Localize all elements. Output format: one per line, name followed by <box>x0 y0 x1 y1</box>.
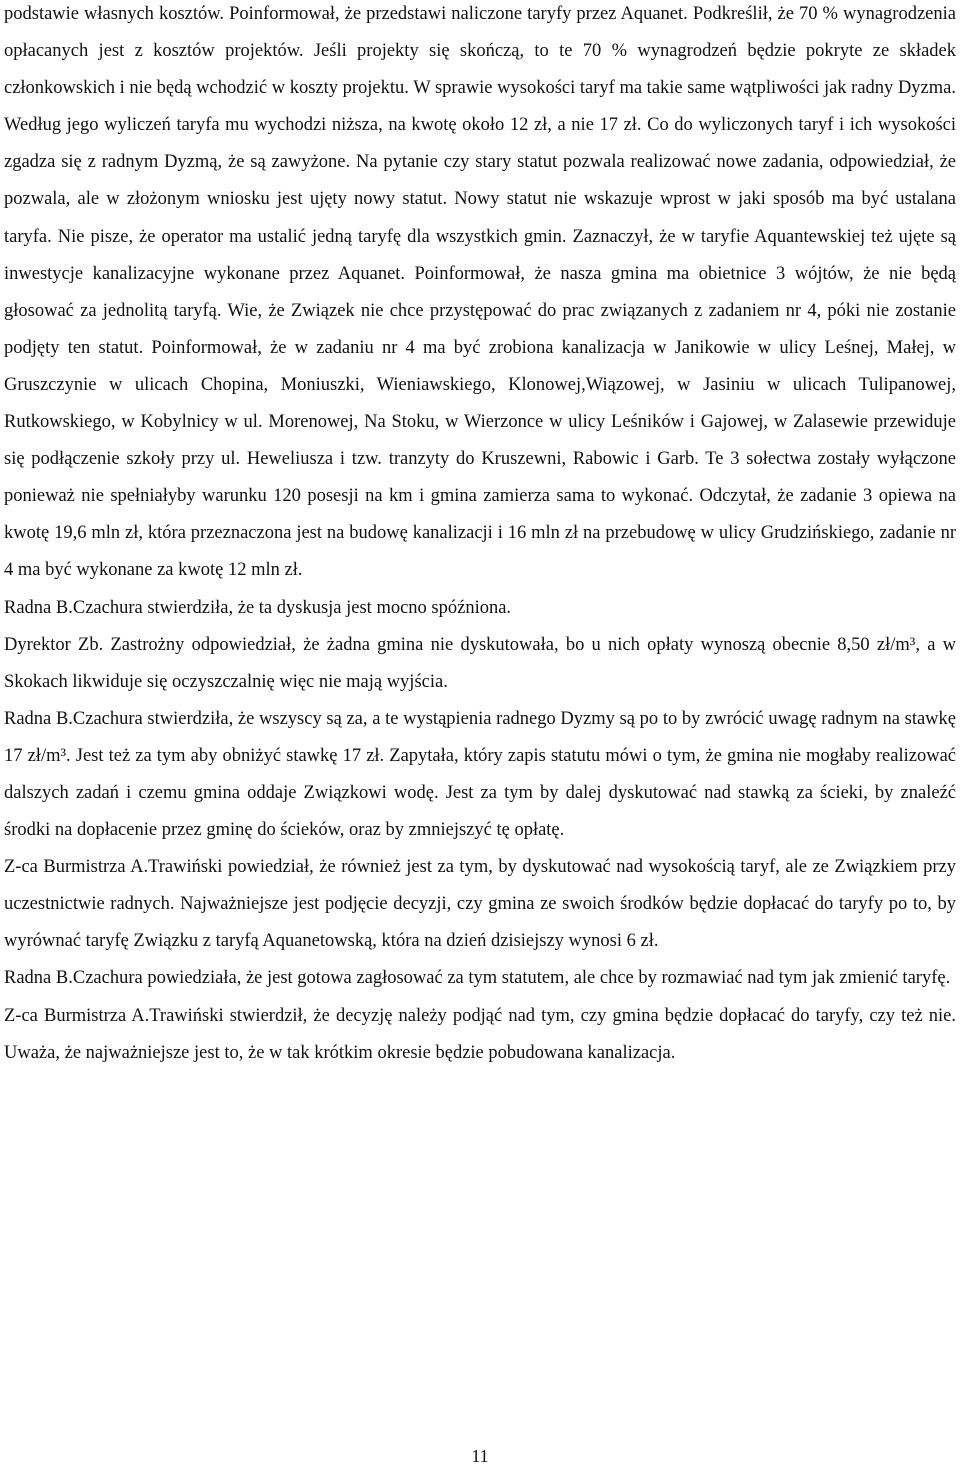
paragraph-zastrozny-answer: Dyrektor Zb. Zastrożny odpowiedział, że żadna gmina nie dyskutowała, bo u nich opłaty wynoszą obecnie 8,50 zł/m³, a w Skokach likwiduje się oczyszczalnię więc nie mają wyjścia. <box>4 634 956 692</box>
paragraph-trawinski-rates: Z-ca Burmistrza A.Trawiński powiedział, że również jest za tym, by dyskutować nad wysokością taryf, ale ze Związkiem przy uczestnictwie radnych. Najważniejsze jest podjęcie decyzji, czy gmina ze swoich środków będzie dopłacać do taryfy po to, by wyrównać taryfę Związku z taryfą Aquanetowską, która na dzień dzisiejszy wynosi 6 zł. <box>4 857 956 952</box>
paragraph-czachura-rate: Radna B.Czachura stwierdziła, że wszyscy są za, a te wystąpienia radnego Dyzmy są po to by zwrócić uwagę radnym na stawkę 17 zł/m³. Jest też za tym aby obniżyć stawkę 17 zł. Zapytała, który zapis statutu mówi o tym, że gmina nie mogłaby realizować dalszych zadań i czemu gmina oddaje Związkowi wodę. Jest za tym by dalej dyskutować nad stawką za ścieki, by znaleźć środki na dopłacenie przez gminę do ścieków, oraz by zmniejszyć tę opłatę. <box>4 708 956 841</box>
paragraph-czachura-late-discussion: Radna B.Czachura stwierdziła, że ta dyskusja jest mocno spóźniona. <box>4 597 512 618</box>
page-number: 11 <box>471 1446 489 1466</box>
paragraph-aquanet-tariffs: podstawie własnych kosztów. Poinformował, że przedstawi naliczone taryfy przez Aquanet. Podkreślił, że 70 % wynagrodzenia opłacanych jest z kosztów projektów. Jeśli projekty się skończą, to te 70 % wynagrodzeń będzie pokryte ze składek członkowskich i nie będą wchodzić w koszty projektu. W sprawie wysokości taryf ma takie same wątpliwości jak radny Dyzma. Według jego wyliczeń taryfa mu wychodzi niższa, na kwotę około 12 zł, a nie 17 zł. Co do wyliczonych taryf i ich wysokości zgadza się z radnym Dyzmą, że są zawyżone. Na pytanie czy stary statut pozwala realizować nowe zadania, odpowiedział, że pozwala, ale w złożonym wniosku jest ujęty nowy statut. Nowy statut nie wskazuje wprost w jaki sposób ma być ustalana taryfa. Nie pisze, że operator ma ustalić jedną taryfę dla wszystkich gmin. Zaznaczył, że w taryfie Aquantewskiej też ujęte są inwestycje kanalizacyjne wykonane przez Aquanet. Poinformował, że nasza gmina ma obietnice 3 wójtów, że nie będą głosować za jednolitą taryfą. Wie, że Związek nie chce przystępować do prac związanych z zadaniem nr 4, póki nie zostanie podjęty ten statut. Poinformował, że w zadaniu nr 4 ma być zrobiona kanalizacja w Janikowie w ulicy Leśnej, Małej, w Gruszczynie w ulicach Chopina, Moniuszki, Wieniawskiego, Klonowej,Wiązowej, w Jasiniu w ulicach Tulipanowej, Rutkowskiego, w Kobylnicy w ul. Morenowej, Na Stoku, w Wierzonce w ulicy Leśników i Gajowej, w Zalasewie przewiduje się podłączenie szkoły przy ul. Heweliusza i tzw. tranzyty do Kruszewni, Rabowic i Garb. Te 3 sołectwa zostały wyłączone ponieważ nie spełniałyby warunku 120 posesji na km i gmina zamierza sama to wykonać. Odczytał, że zadanie 3 opiewa na kwotę 19,6 mln zł, która przeznaczona jest na budowę kanalizacji i 16 mln zł na przebudowę w ulicy Grudzińskiego, zadanie nr 4 ma być wykonane za kwotę 12 mln zł. <box>4 4 956 581</box>
paragraph-czachura-vote: Radna B.Czachura powiedziała, że jest gotowa zagłosować za tym statutem, ale chce by rozmawiać nad tym jak zmienić taryfę. <box>4 968 951 989</box>
paragraph-trawinski-decision: Z-ca Burmistrza A.Trawiński stwierdził, że decyzję należy podjąć nad tym, czy gmina będzie dopłacać do taryfy, czy też nie. Uważa, że najważniejsze jest to, że w tak krótkim okresie będzie pobudowana kanalizacja. <box>4 1005 956 1063</box>
document-body <box>4 0 956 1072</box>
